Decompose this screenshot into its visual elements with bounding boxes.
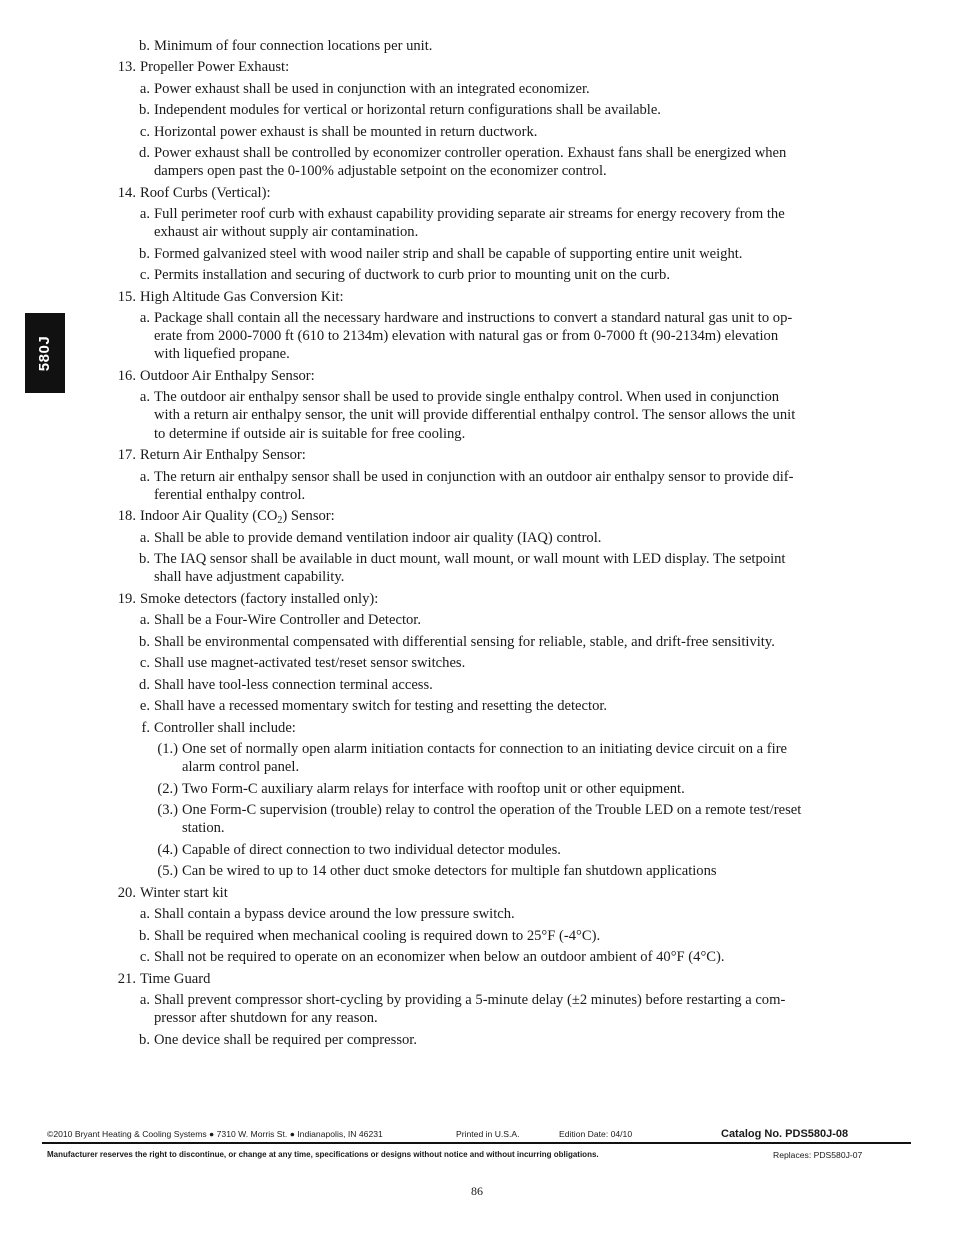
list-item-text: [154, 205, 785, 223]
line-text: Shall have tool-less connection terminal access.: [154, 677, 433, 693]
subscript: 2: [277, 515, 283, 526]
list-marker: b.: [139, 38, 150, 54]
section-heading: [140, 446, 306, 464]
list-marker: (3.): [157, 802, 178, 818]
footer-printed: Printed in U.S.A.: [456, 1129, 520, 1139]
line-text: pressor after shutdown for any reason.: [154, 1010, 378, 1026]
list-marker: 15.: [117, 289, 136, 305]
list-marker: (1.): [157, 741, 178, 757]
list-marker: 21.: [117, 971, 136, 987]
list-item-text: [154, 223, 418, 241]
list-item-text: [154, 529, 601, 547]
footer-catalog-number: Catalog No. PDS580J-08: [721, 1128, 849, 1140]
list-marker: a.: [139, 310, 150, 326]
list-marker: 19.: [117, 591, 136, 607]
list-item-text: [154, 345, 290, 363]
section-heading: [140, 288, 344, 306]
list-item-text: [154, 1009, 378, 1027]
list-marker: a.: [139, 612, 150, 628]
line-text: Power exhaust shall be controlled by economizer controller operation. Exhaust fans shall be energized when: [154, 145, 787, 161]
footer-copyright: ©2010 Bryant Heating & Cooling Systems ● 7310 W. Morris St. ● Indianapolis, IN 46231: [47, 1129, 383, 1139]
line-text: Two Form-C auxiliary alarm relays for interface with rooftop unit or other equipment.: [182, 781, 685, 797]
line-text: alarm control panel.: [182, 759, 300, 775]
line-text: Formed galvanized steel with wood nailer strip and shall be capable of supporting entire unit weight.: [154, 246, 743, 262]
line-text: with liquefied propane.: [154, 346, 290, 362]
line-text: Shall contain a bypass device around the low pressure switch.: [154, 906, 515, 922]
page-number: 86: [471, 1184, 483, 1198]
line-text: Package shall contain all the necessary hardware and instructions to convert a standard natural gas unit to op-: [154, 310, 793, 326]
list-item-text: [154, 1031, 417, 1049]
list-item-text: [182, 801, 801, 819]
list-item-text: [154, 568, 344, 586]
line-text: Minimum of four connection locations per unit.: [154, 38, 433, 54]
line-text: Shall be environmental compensated with differential sensing for reliable, stable, and drift-free sensitivity.: [154, 634, 775, 650]
list-item-text: [154, 676, 433, 694]
line-text: One device shall be required per compressor.: [154, 1032, 417, 1048]
list-item-text: [154, 948, 725, 966]
list-item-text: [154, 905, 515, 923]
list-item-text: [182, 841, 561, 859]
list-item-text: [154, 80, 590, 98]
line-text: Roof Curbs (Vertical):: [140, 185, 271, 201]
list-marker: a.: [139, 992, 150, 1008]
list-item-text: [154, 406, 795, 424]
list-marker: b.: [139, 634, 150, 650]
list-item-text: [154, 266, 670, 284]
list-item-text: [154, 144, 786, 162]
line-text: Indoor Air Quality (CO: [140, 508, 278, 524]
line-text: Propeller Power Exhaust:: [140, 59, 290, 75]
list-marker: c.: [139, 655, 150, 671]
line-text: Shall not be required to operate on an economizer when below an outdoor ambient of 40°F (4°C).: [154, 949, 725, 965]
footer-disclaimer: Manufacturer reserves the right to discontinue, or change at any time, specifications or designs without notice and without incurring obligations.: [47, 1150, 599, 1159]
list-item-text: [154, 162, 607, 180]
line-text: exhaust air without supply air contamination.: [154, 224, 419, 240]
line-text: erate from 2000-7000 ft (610 to 2134m) elevation with natural gas or from 0-7000 ft (90-2134m) elevation: [154, 328, 779, 344]
list-item-text: [154, 633, 775, 651]
line-text: One set of normally open alarm initiation contacts for connection to an initiating device circuit on a fire: [182, 741, 788, 757]
line-text: Full perimeter roof curb with exhaust capability providing separate air streams for energy recovery from the: [154, 206, 785, 222]
list-item-text: [154, 37, 432, 55]
list-marker: f.: [141, 720, 150, 736]
list-marker: 17.: [117, 447, 136, 463]
list-marker: b.: [139, 102, 150, 118]
list-marker: (5.): [157, 863, 178, 879]
list-item-text: [154, 309, 792, 327]
line-text: Can be wired to up to 14 other duct smoke detectors for multiple fan shutdown applications: [182, 863, 717, 879]
line-text: High Altitude Gas Conversion Kit:: [140, 289, 344, 305]
line-text: Winter start kit: [140, 885, 228, 901]
line-text: station.: [182, 820, 225, 836]
line-text: Controller shall include:: [154, 720, 296, 736]
list-item-text: [182, 819, 225, 837]
list-item-text: [154, 486, 305, 504]
line-text: ferential enthalpy control.: [154, 487, 306, 503]
list-item-text: [154, 991, 785, 1009]
list-item-text: [154, 468, 794, 486]
list-marker: c.: [139, 267, 150, 283]
list-item-text: [182, 740, 787, 758]
section-heading: [140, 184, 271, 202]
section-heading: [140, 507, 335, 525]
list-marker: c.: [139, 124, 150, 140]
line-text: Return Air Enthalpy Sensor:: [140, 447, 306, 463]
line-text: Shall prevent compressor short-cycling by providing a 5-minute delay (±2 minutes) before restarting a com-: [154, 992, 786, 1008]
list-item-text: [154, 327, 778, 345]
section-heading: [140, 884, 228, 902]
list-item-text: [182, 862, 717, 880]
list-marker: b.: [139, 1032, 150, 1048]
line-text: The IAQ sensor shall be available in duct mount, wall mount, or wall mount with LED display. The setpoint: [154, 551, 786, 567]
line-text: Permits installation and securing of ductwork to curb prior to mounting unit on the curb.: [154, 267, 670, 283]
line-text: Horizontal power exhaust is shall be mounted in return ductwork.: [154, 124, 538, 140]
side-tab-label: 580J: [36, 335, 54, 371]
section-heading: [140, 970, 210, 988]
line-text: Shall use magnet-activated test/reset sensor switches.: [154, 655, 466, 671]
line-text: Independent modules for vertical or horizontal return configurations shall be available.: [154, 102, 661, 118]
list-item-text: [154, 123, 537, 141]
list-item-text: [154, 388, 779, 406]
footer-rule: [42, 1142, 911, 1144]
footer-replaces: Replaces: PDS580J-07: [773, 1150, 863, 1160]
list-marker: a.: [139, 206, 150, 222]
line-text: Time Guard: [140, 971, 211, 987]
footer-edition-date: Edition Date: 04/10: [559, 1129, 633, 1139]
list-marker: a.: [139, 389, 150, 405]
list-item-text: [154, 101, 661, 119]
list-item-text: [154, 611, 421, 629]
list-item-text: [154, 425, 465, 443]
line-text: shall have adjustment capability.: [154, 569, 345, 585]
line-text: Shall be required when mechanical cooling is required down to 25°F (-4°C).: [154, 928, 601, 944]
list-marker: (2.): [157, 781, 178, 797]
line-text: Shall be able to provide demand ventilation indoor air quality (IAQ) control.: [154, 530, 602, 546]
line-text: Smoke detectors (factory installed only):: [140, 591, 379, 607]
list-marker: (4.): [157, 842, 178, 858]
list-marker: e.: [139, 698, 150, 714]
list-item-text: [182, 758, 299, 776]
list-marker: b.: [139, 246, 150, 262]
line-text: to determine if outside air is suitable for free cooling.: [154, 426, 466, 442]
list-item-text: [154, 654, 465, 672]
list-marker: a.: [139, 906, 150, 922]
line-text-after: ) Sensor:: [282, 508, 335, 524]
list-item-text: [154, 550, 785, 568]
list-marker: 14.: [117, 185, 136, 201]
list-marker: a.: [139, 81, 150, 97]
list-marker: b.: [139, 928, 150, 944]
list-marker: 16.: [117, 368, 136, 384]
list-marker: d.: [139, 145, 150, 161]
line-text: Power exhaust shall be used in conjunction with an integrated economizer.: [154, 81, 590, 97]
line-text: with a return air enthalpy sensor, the unit will provide differential enthalpy control. The sensor allows the unit: [154, 407, 796, 423]
list-marker: 18.: [117, 508, 136, 524]
section-heading: [140, 367, 315, 385]
list-marker: c.: [139, 949, 150, 965]
list-item-text: [182, 780, 685, 798]
line-text: Shall be a Four-Wire Controller and Detector.: [154, 612, 421, 628]
list-marker: d.: [139, 677, 150, 693]
list-item-text: [154, 245, 742, 263]
line-text: Outdoor Air Enthalpy Sensor:: [140, 368, 315, 384]
line-text: dampers open past the 0-100% adjustable setpoint on the economizer control.: [154, 163, 607, 179]
list-marker: 13.: [117, 59, 136, 75]
line-text: Shall have a recessed momentary switch for testing and resetting the detector.: [154, 698, 608, 714]
list-item-text: [154, 927, 600, 945]
line-text: The outdoor air enthalpy sensor shall be used to provide single enthalpy control. When used in conjunction: [154, 389, 780, 405]
list-marker: a.: [139, 530, 150, 546]
list-marker: 20.: [117, 885, 136, 901]
list-marker: a.: [139, 469, 150, 485]
section-heading: [140, 590, 378, 608]
line-text: The return air enthalpy sensor shall be used in conjunction with an outdoor air enthalpy sensor to provide dif-: [154, 469, 794, 485]
section-heading: [140, 58, 289, 76]
list-item-text: [154, 719, 296, 737]
list-marker: b.: [139, 551, 150, 567]
list-item-text: [154, 697, 607, 715]
line-text: Capable of direct connection to two individual detector modules.: [182, 842, 561, 858]
line-text: One Form-C supervision (trouble) relay to control the operation of the Trouble LED on a remote test/reset: [182, 802, 802, 818]
